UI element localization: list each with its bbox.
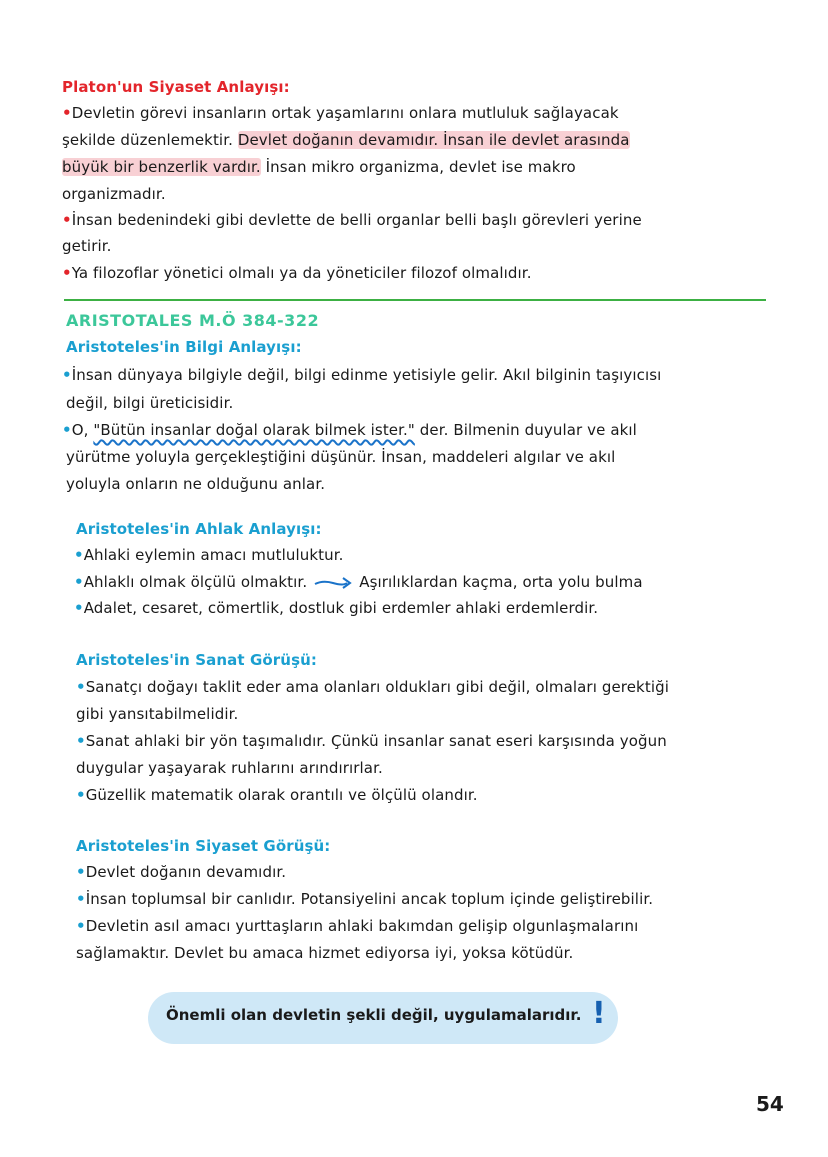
text: Ya filozoflar yönetici olmalı ya da yöneticiler filozof olmalıdır. — [71, 264, 532, 282]
bullet-icon: • — [76, 732, 86, 750]
siyaset-line-1 — [76, 862, 286, 882]
bullet-icon: • — [62, 421, 72, 439]
text: O, — [71, 421, 94, 439]
bullet-icon: • — [76, 890, 86, 908]
highlight-text: Devlet doğanın devamıdır. İnsan ile devlet arasında — [237, 131, 630, 149]
platon-line-4: organizmadır. — [62, 185, 166, 203]
text: Ahlaklı olmak ölçülü olmaktır. — [83, 573, 308, 591]
bullet-icon: • — [74, 573, 84, 591]
platon-line-6: getirir. — [62, 237, 112, 255]
exclamation-icon: ! — [592, 996, 606, 1031]
bullet-icon: • — [62, 104, 72, 122]
bilgi-line-2: değil, bilgi üreticisidir. — [66, 394, 234, 412]
bullet-icon: • — [74, 546, 84, 564]
text: İnsan mikro organizma, devlet ise makro — [260, 158, 576, 176]
sanat-title: Aristoteles'in Sanat Görüşü: — [76, 651, 317, 669]
page-number: 54 — [756, 1092, 784, 1116]
siyaset-line-3 — [76, 916, 638, 936]
text: İnsan toplumsal bir canlıdır. Potansiyelini ancak toplum içinde geliştirebilir. — [85, 890, 654, 908]
bullet-icon: • — [76, 678, 86, 696]
bilgi-title: Aristoteles'in Bilgi Anlayışı: — [66, 338, 302, 356]
bullet-icon: • — [62, 211, 72, 229]
platon-line-7 — [62, 263, 532, 283]
platon-line-2 — [62, 130, 630, 150]
bilgi-line-5: yoluyla onların ne olduğunu anlar. — [66, 475, 326, 493]
note-text: Önemli olan devletin şekli değil, uygulamalarıdır. — [166, 1006, 582, 1024]
highlight-text: büyük bir benzerlik vardır. — [62, 158, 261, 176]
bullet-icon: • — [74, 599, 84, 617]
text: İnsan dünyaya bilgiyle değil, bilgi edinme yetisiyle gelir. Akıl bilginin taşıyıcısı — [71, 366, 662, 384]
text: İnsan bedenindeki gibi devlette de belli organlar belli başlı görevleri yerine — [71, 211, 642, 229]
quote-underlined: "Bütün insanlar doğal olarak bilmek ister." — [93, 421, 415, 439]
bilgi-line-1 — [62, 365, 661, 385]
bullet-icon: • — [62, 366, 72, 384]
text: der. Bilmenin duyular ve akıl — [414, 421, 637, 439]
aristotales-header: ARISTOTALES M.Ö 384-322 — [66, 311, 320, 330]
text: Adalet, cesaret, cömertlik, dostluk gibi erdemler ahlaki erdemlerdir. — [83, 599, 599, 617]
text: Sanat ahlaki bir yön taşımalıdır. Çünkü insanlar sanat eseri karşısında yoğun — [85, 732, 667, 750]
text: Aşırılıklardan kaçma, orta yolu bulma — [359, 573, 643, 591]
text: Sanatçı doğayı taklit eder ama olanları oldukları gibi değil, olmaları gerektiği — [85, 678, 669, 696]
ahlak-line-3 — [74, 598, 598, 618]
text: Devletin görevi insanların ortak yaşamlarını onlara mutluluk sağlayacak — [71, 104, 619, 122]
sanat-line-3 — [76, 731, 667, 751]
bullet-icon: • — [76, 917, 86, 935]
bilgi-line-4: yürütme yoluyla gerçekleştiğini düşünür. İnsan, maddeleri algılar ve akıl — [66, 448, 616, 466]
text: Ahlaki eylemin amacı mutluluktur. — [83, 546, 344, 564]
platon-line-5 — [62, 210, 642, 230]
platon-title: Platon'un Siyaset Anlayışı: — [62, 78, 290, 96]
platon-line-1 — [62, 103, 619, 123]
text: Güzellik matematik olarak orantılı ve ölçülü olandır. — [85, 786, 478, 804]
sanat-line-5 — [76, 785, 478, 805]
ahlak-line-1 — [74, 545, 343, 565]
arrow-right-icon — [313, 576, 353, 590]
ahlak-line-2 — [74, 572, 643, 592]
siyaset-line-2 — [76, 889, 653, 909]
bullet-icon: • — [76, 863, 86, 881]
siyaset-line-4: sağlamaktır. Devlet bu amaca hizmet ediyorsa iyi, yoksa kötüdür. — [76, 944, 574, 962]
sanat-line-4: duygular yaşayarak ruhlarını arındırırlar. — [76, 759, 383, 777]
platon-line-3 — [62, 157, 576, 177]
text: Devlet doğanın devamıdır. — [85, 863, 287, 881]
text: Devletin asıl amacı yurttaşların ahlaki bakımdan gelişip olgunlaşmalarını — [85, 917, 639, 935]
bullet-icon: • — [62, 264, 72, 282]
sanat-line-1 — [76, 677, 669, 697]
bullet-icon: • — [76, 786, 86, 804]
section-divider — [64, 299, 766, 301]
siyaset-title: Aristoteles'in Siyaset Görüşü: — [76, 837, 331, 855]
ahlak-title: Aristoteles'in Ahlak Anlayışı: — [76, 520, 322, 538]
sanat-line-2: gibi yansıtabilmelidir. — [76, 705, 239, 723]
bilgi-line-3 — [62, 420, 637, 440]
text: şekilde düzenlemektir. — [62, 131, 238, 149]
